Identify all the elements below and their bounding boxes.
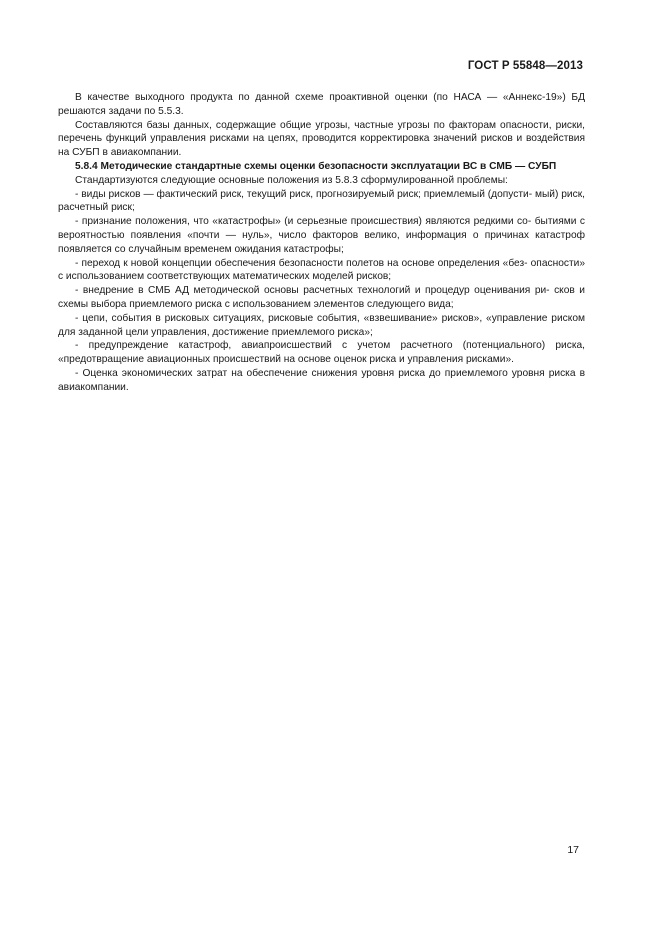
list-item-risk-types: - виды рисков — фактический риск, текущий риск, прогнозируемый риск; приемлемый (допусти- мый) риск, расчетный риск; [58, 188, 585, 214]
paragraph-databases: Составляются базы данных, содержащие общие угрозы, частные угрозы по факторам опасности, риски, перечень функций управления рисками на цепях, проводится корректировка значений рисков и воздействия на СУБП в авиакомпании. [58, 119, 585, 159]
list-item-catastrophes: - признание положения, что «катастрофы» (и серьезные происшествия) являются редкими со- бытиями с вероятностью появления «почти — нуль», число факторов велико, информация о причинах катастроф появляется со случайным временем ожидания катастрофы; [58, 216, 585, 255]
document-code: ГОСТ Р 55848—2013 [467, 60, 583, 72]
list-item-methodology: - внедрение в СМБ АД методической основы расчетных технологий и процедур оценивания ри- сков и схемы выбора приемлемого риска с использованием элементов следующего вида; [58, 285, 585, 310]
list-item-chains-events: - цепи, события в рисковых ситуациях, рисковые события, «взвешивание» рисков», «управление риском для заданной цели управления, достижение приемлемого риска»; [58, 312, 585, 338]
page-number: 17 [567, 844, 579, 856]
list-item-prevention: - предупреждение катастроф, авиапроисшествий с учетом расчетного (потенциального) риска, «предотвращение авиационных происшествий на основе оценок риска и управления рисками». [58, 340, 585, 366]
paragraph-output-product: В качестве выходного продукта по данной схеме проактивной оценки (по НАСА — «Аннекс-19») БД решаются задачи по 5.5.3. [58, 92, 585, 117]
section-heading-5-8-4: 5.8.4 Методические стандартные схемы оценки безопасности эксплуатации ВС в СМБ — СУБП [75, 160, 557, 172]
list-item-economic-costs: - Оценка экономических затрат на обеспечение снижения уровня риска до приемлемого уровня риска в авиакомпании. [58, 367, 585, 393]
paragraph-standardized-provisions: Стандартизуются следующие основные положения из 5.8.3 сформулированной проблемы: [75, 174, 508, 186]
document-body [58, 91, 585, 395]
list-item-new-concept: - переход к новой концепции обеспечения безопасности полетов на основе определения «без- опасности» с использованием соответствующих математических моделей рисков; [58, 257, 585, 283]
